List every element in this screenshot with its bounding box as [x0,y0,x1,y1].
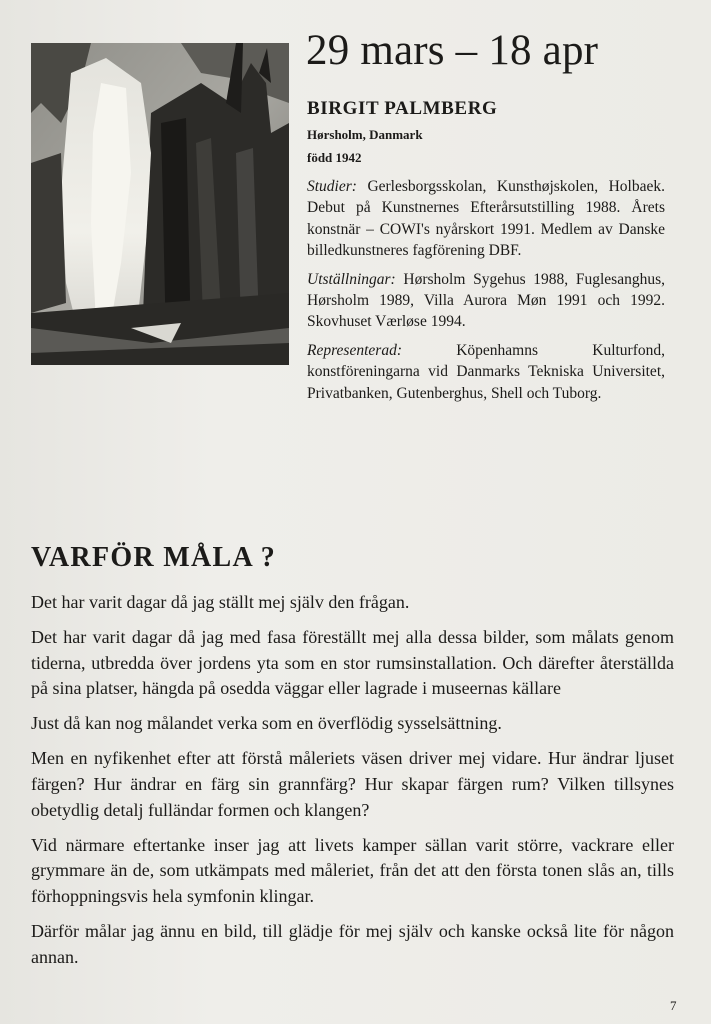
bio-exhibitions-text: Hørsholm Sygehus 1988, Fuglesanghus, Hørsholm 1989, Villa Aurora Møn 1991 och 1992. Skovhuset Værløse 1994. [307,270,665,331]
essay-paragraph: Vid närmare eftertanke inser jag att livets kamper sällan varit större, vackrare eller grymmare än de, som utkämpats med måleriet, från det att den första tonen slås an, tills förhoppningsvis hela symfonin klingar. [31,834,674,906]
artist-name: BIRGIT PALMBERG [307,98,498,119]
bio-exhibitions-label: Utställningar: [307,270,396,288]
bio-studies-text: Gerlesborgsskolan, Kunsthøjskolen, Holbaek. Debut på Kunstnernes Efterårsutstilling 1988. Årets konstnär – COWI's nyårskort 1991. Medlem av Danske billedkunstneres fagförening DBF. [307,178,665,260]
essay-paragraph: Just då kan nog målandet verka som en överflödig sysselsättning. [31,713,502,734]
essay-paragraph: Det har varit dagar då jag ställt mej själv den frågan. [31,592,410,612]
artist-bio [307,176,665,411]
artist-info [307,97,677,167]
bio-represented-text: Köpenhamns Kulturfond, konstföreningarna vid Danmarks Tekniska Universitet, Privatbanken, Gutenberghus, Shell och Tuborg. [307,341,665,402]
bio-exhibitions [307,269,665,333]
page-number: 7 [670,998,677,1013]
essay-paragraph: Det har varit dagar då jag med fasa föreställt mej alla dessa bilder, som målats genom tiderna, utbredda över jordens yta som en stor rumsinstallation. Och därefter återställda på sina platser, hängda på osedda väggar eller lagrade i museernas källare [31,627,674,699]
bio-represented [307,340,665,404]
bio-represented-label: Representerad: [307,341,402,359]
artist-location: Hørsholm, Danmark [307,127,423,142]
painting-image [31,43,289,365]
bio-studies [307,176,665,262]
exhibition-date-heading: 29 mars – 18 apr [306,27,599,74]
bio-studies-label: Studier: [307,178,357,195]
essay-body [31,590,674,980]
essay-title: VARFÖR MÅLA ? [31,542,277,573]
essay-paragraph: Men en nyfikenhet efter att förstå måleriets väsen driver mej vidare. Hur ändrar ljuset färgen? Hur ändrar en färg sin grannfärg? Hur skapar färgen rum? Vilken tillsynes obetydlig detalj fulländar formen och klangen? [31,748,674,820]
essay-paragraph: Därför målar jag ännu en bild, till glädje för mej själv och kanske också lite för någon annan. [31,921,674,967]
artist-birth-year: född 1942 [307,150,362,165]
